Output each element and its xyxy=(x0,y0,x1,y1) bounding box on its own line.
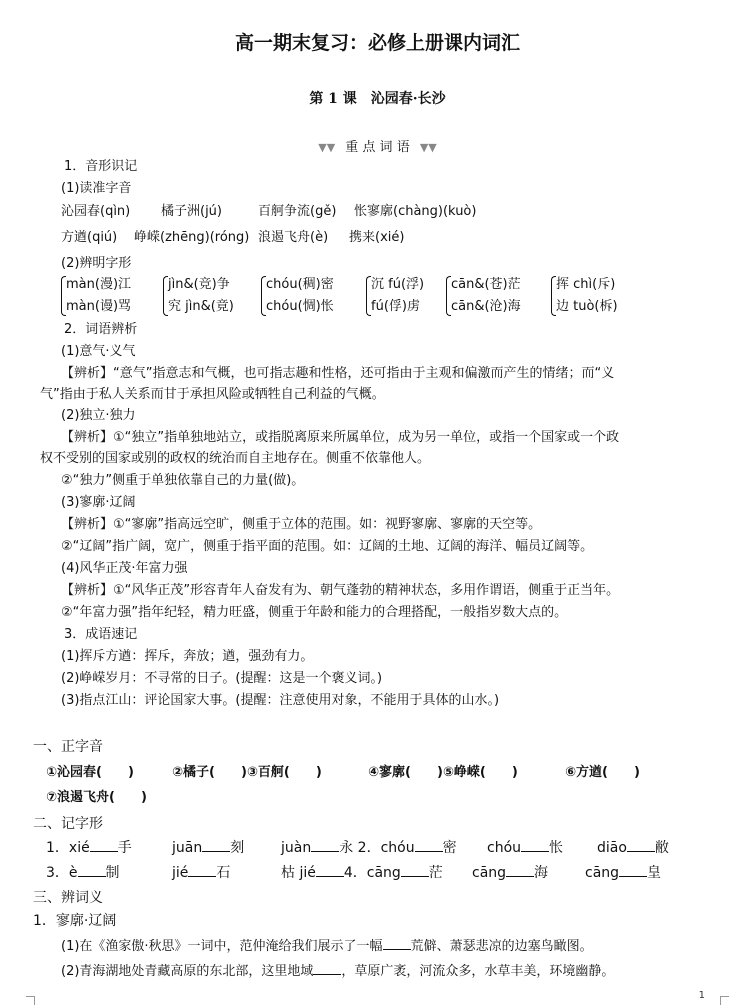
paragraph-line: 【辨析】①“独立”指单独地站立，或指脱离原来所属单位，成为另一单位，或指一个国家或一个政 xyxy=(61,430,620,445)
paragraph-line: 【辨析】①“风华正茂”形容青年人奋发有为、朝气蓬勃的精神状态，多用作谓语，侧重于正当年。 xyxy=(61,583,620,598)
lesson-title: 第 1 课 沁园春·长沙 xyxy=(309,91,446,107)
idiom-line: (3)指点江山：评论国家大事。(提醒：注意使用对象，不能用于具体的山水。) xyxy=(61,693,500,708)
answer-blank[interactable] xyxy=(313,962,341,975)
exercise-row: juān 刻 xyxy=(172,840,245,856)
pinyin-item: 峥嵘(zhēng)(róng) xyxy=(134,230,250,245)
paragraph-line: 【辨析】“意气”指意志和气概，也可指志趣和性格，还可指由于主观和偏激而产生的情绪；而“义 xyxy=(61,366,615,381)
answer-blank[interactable] xyxy=(619,864,647,877)
page-title: 高一期末复习：必修上册课内词汇 xyxy=(234,32,520,54)
exercise-row: 1．xié 手 xyxy=(46,840,132,856)
glyph-pair-item: 边 tuò(柝) xyxy=(556,299,618,314)
subheading: (1)读准字音 xyxy=(61,181,132,196)
exercise-item: ④寥廓( )⑤峥嵘( ) xyxy=(368,765,518,780)
exercise-item: ①沁园春( ) xyxy=(46,765,134,780)
answer-blank[interactable] xyxy=(506,864,534,877)
section-heading: 2．词语辨析 xyxy=(64,322,138,337)
answer-blank[interactable] xyxy=(627,839,655,852)
paragraph-line: ②“辽阔”指广阔，宽广，侧重于指平面的范围。如：辽阔的土地、辽阔的海洋、幅员辽阔等。 xyxy=(61,539,594,554)
pinyin-item: 方遒(qiú) xyxy=(61,230,118,245)
pinyin-item: 携来(xié) xyxy=(349,230,405,245)
exercise-row: cāng 皇 xyxy=(585,865,662,881)
exercise-row: juàn 永 2．chóu 密 xyxy=(281,840,457,856)
exercise-item: ②橘子( )③百舸( ) xyxy=(172,765,322,780)
glyph-pair-item: màn(谩)骂 xyxy=(66,299,132,314)
paragraph-line: 权不受别的国家或别的政权的统治而自主地存在。侧重不依靠他人。 xyxy=(40,451,431,466)
exercise-item: ⑦浪遏飞舟( ) xyxy=(46,790,147,805)
glyph-pair-item: chóu(稠)密 xyxy=(266,277,334,292)
subheading: 1．寥廓·辽阔 xyxy=(33,913,117,929)
idiom-line: (2)峥嵘岁月：不寻常的日子。(提醒：这是一个褒义词。) xyxy=(61,671,383,686)
pinyin-item: 沁园春(qìn) xyxy=(61,204,131,219)
pinyin-item: 百舸争流(gě) xyxy=(258,204,337,219)
page-number: 1 xyxy=(698,990,705,1001)
idiom-line: (1)挥斥方遒：挥斥，奔放；遒，强劲有力。 xyxy=(61,649,314,664)
answer-blank[interactable] xyxy=(316,864,344,877)
glyph-pair-item: cān&(沧)海 xyxy=(451,299,521,314)
answer-blank[interactable] xyxy=(188,864,216,877)
exercise-row: jié 石 xyxy=(172,865,231,881)
subheading: (1)意气·义气 xyxy=(61,344,136,359)
subheading: (4)风华正茂·年富力强 xyxy=(61,561,188,576)
exercise-heading: 一、正字音 xyxy=(33,739,103,755)
glyph-pair-item: cān&(苍)茫 xyxy=(451,277,521,292)
answer-blank[interactable] xyxy=(401,864,429,877)
paragraph-line: ②“独力”侧重于单独依靠自己的力量(做)。 xyxy=(61,473,305,488)
exercise-row: 枯 jié 4．cāng 茫 xyxy=(281,865,443,881)
exercise-row: cāng 海 xyxy=(472,865,549,881)
exercise-row: diāo 敝 xyxy=(597,840,669,856)
glyph-pair-item: fú(俘)虏 xyxy=(371,299,420,314)
exercise-row: chóu 怅 xyxy=(487,840,564,856)
exercise-item: ⑥方遒( ) xyxy=(565,765,640,780)
key-words-header: ▼▼ 重 点 词 语 ▼▼ xyxy=(318,140,437,155)
answer-blank[interactable] xyxy=(311,839,339,852)
glyph-pair-item: 沉 fú(浮) xyxy=(371,277,425,292)
section-heading: 3．成语速记 xyxy=(64,627,138,642)
subheading: (2)独立·独力 xyxy=(61,408,136,423)
section-heading: 1．音形识记 xyxy=(64,159,138,174)
exercise-sentence: (1)在《渔家傲·秋思》一词中，范仲淹给我们展示了一幅 荒僻、萧瑟悲凉的边塞鸟瞰图。 xyxy=(61,939,593,954)
triangle-down-icon: ▼▼ xyxy=(318,141,336,154)
glyph-pair-item: 挥 chì(斥) xyxy=(556,277,616,292)
page-corner-mark xyxy=(720,996,729,1005)
exercise-heading: 三、辨词义 xyxy=(33,890,103,906)
answer-blank[interactable] xyxy=(78,864,106,877)
pinyin-item: 浪遏飞舟(è) xyxy=(258,230,329,245)
glyph-pair-item: màn(漫)江 xyxy=(66,277,132,292)
subheading: (3)寥廓·辽阔 xyxy=(61,495,136,510)
exercise-row: 3．è 制 xyxy=(46,865,120,881)
pinyin-item: 怅寥廓(chàng)(kuò) xyxy=(354,204,477,219)
glyph-pair-item: jìn&(竞)争 xyxy=(168,277,230,292)
answer-blank[interactable] xyxy=(521,839,549,852)
exercise-sentence: (2)青海湖地处青藏高原的东北部，这里地域 ，草原广袤，河流众多，水草丰美，环境幽静。 xyxy=(61,964,615,979)
page-corner-mark xyxy=(26,996,35,1005)
paragraph-line: 气”指由于私人关系而甘于承担风险或牺牲自己利益的气概。 xyxy=(40,387,385,402)
answer-blank[interactable] xyxy=(90,839,118,852)
paragraph-line: 【辨析】①“寥廓”指高远空旷，侧重于立体的范围。如：视野寥廓、寥廓的天空等。 xyxy=(61,517,542,532)
glyph-pair-item: chóu(惆)怅 xyxy=(266,299,334,314)
pinyin-item: 橘子洲(jú) xyxy=(161,204,222,219)
answer-blank[interactable] xyxy=(383,937,411,950)
answer-blank[interactable] xyxy=(202,839,230,852)
exercise-heading: 二、记字形 xyxy=(33,816,103,832)
answer-blank[interactable] xyxy=(415,839,443,852)
paragraph-line: ②“年富力强”指年纪轻，精力旺盛，侧重于年龄和能力的合理搭配，一般指岁数大点的。 xyxy=(61,605,568,620)
triangle-down-icon: ▼▼ xyxy=(419,141,437,154)
glyph-pair-item: 究 jìn&(竟) xyxy=(168,299,234,314)
subheading: (2)辨明字形 xyxy=(61,256,132,271)
